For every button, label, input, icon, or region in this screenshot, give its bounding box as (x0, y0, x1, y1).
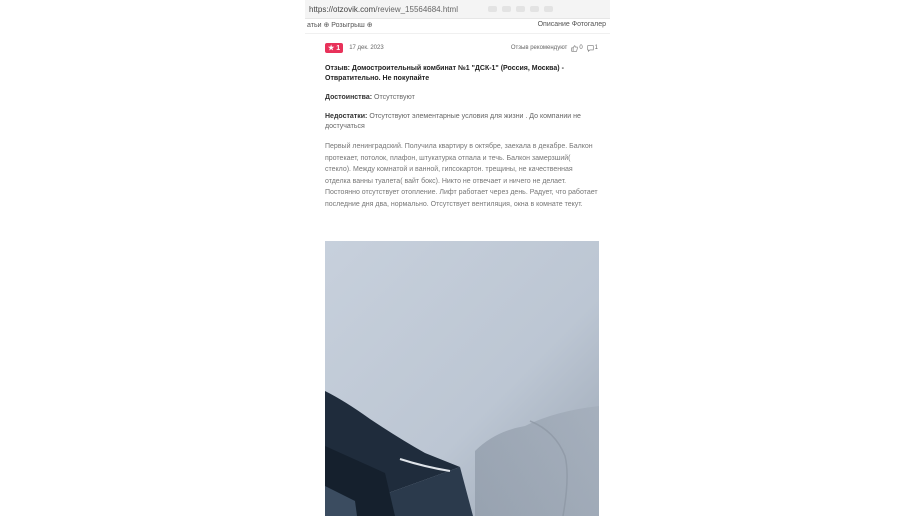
comment-button[interactable] (587, 45, 598, 52)
url-path: /review_15564684.html (375, 4, 458, 14)
recommend-text: Отзыв рекомендуют (510, 45, 568, 51)
pros-section (325, 93, 598, 103)
review-actions (511, 45, 598, 52)
comment-icon (587, 45, 594, 52)
like-count: 0 (579, 45, 583, 51)
cons-section (325, 112, 598, 132)
cons-label: Недостатки: (325, 113, 368, 120)
url-domain: https://otzovik.com (309, 4, 376, 14)
rating-badge (325, 43, 343, 53)
cons-text: Отсутствуют элементарные условия для жизни . До компании не достучаться (325, 113, 581, 130)
comment-count: 1 (594, 45, 598, 51)
review-photo[interactable] (325, 241, 599, 516)
like-button[interactable] (571, 45, 582, 52)
phone-screenshot (305, 0, 610, 516)
star-icon: ★ (328, 45, 335, 52)
ceiling-photo-image (325, 241, 599, 516)
thumbs-up-icon (571, 45, 578, 52)
nav-left-links[interactable]: атьи ⊕ Розыгрыш ⊕ (307, 22, 373, 29)
review-content (305, 34, 610, 210)
page-nav (305, 19, 610, 34)
review-title: Отзыв: Домостроительный комбинат №1 "ДСК-1" (Россия, Москва) - Отвратительно. Не покупайте (325, 65, 564, 82)
address-bar[interactable] (305, 0, 610, 19)
pros-label: Достоинства: (325, 94, 373, 101)
review-date: 17 дек. 2023 (349, 45, 384, 51)
nav-right-links[interactable]: Описание Фотогалер (537, 21, 606, 28)
review-body: Первый ленинградский. Получила квартиру в октябре, заехала в декабре. Балкон протекает, потолок, плафон, штукатурка отпала и течь. Балкон замерзший( стекло). Между комнатой и ванной, гипсокартон. трещины, не качественная отделка ванны туалета( вайт бокс). Никто не отвечает и ничего не делает. Постоянно отсутствует отопление. Лифт работает через день. Радует, что работает последние дня два, нормально. Отсутствует вентиляция, окна в комнате текут. (325, 143, 598, 208)
blurred-toolbar-icons (488, 6, 553, 12)
rating-value: 1 (336, 44, 341, 52)
pros-text: Отсутствуют (374, 94, 415, 101)
review-meta (325, 40, 598, 56)
